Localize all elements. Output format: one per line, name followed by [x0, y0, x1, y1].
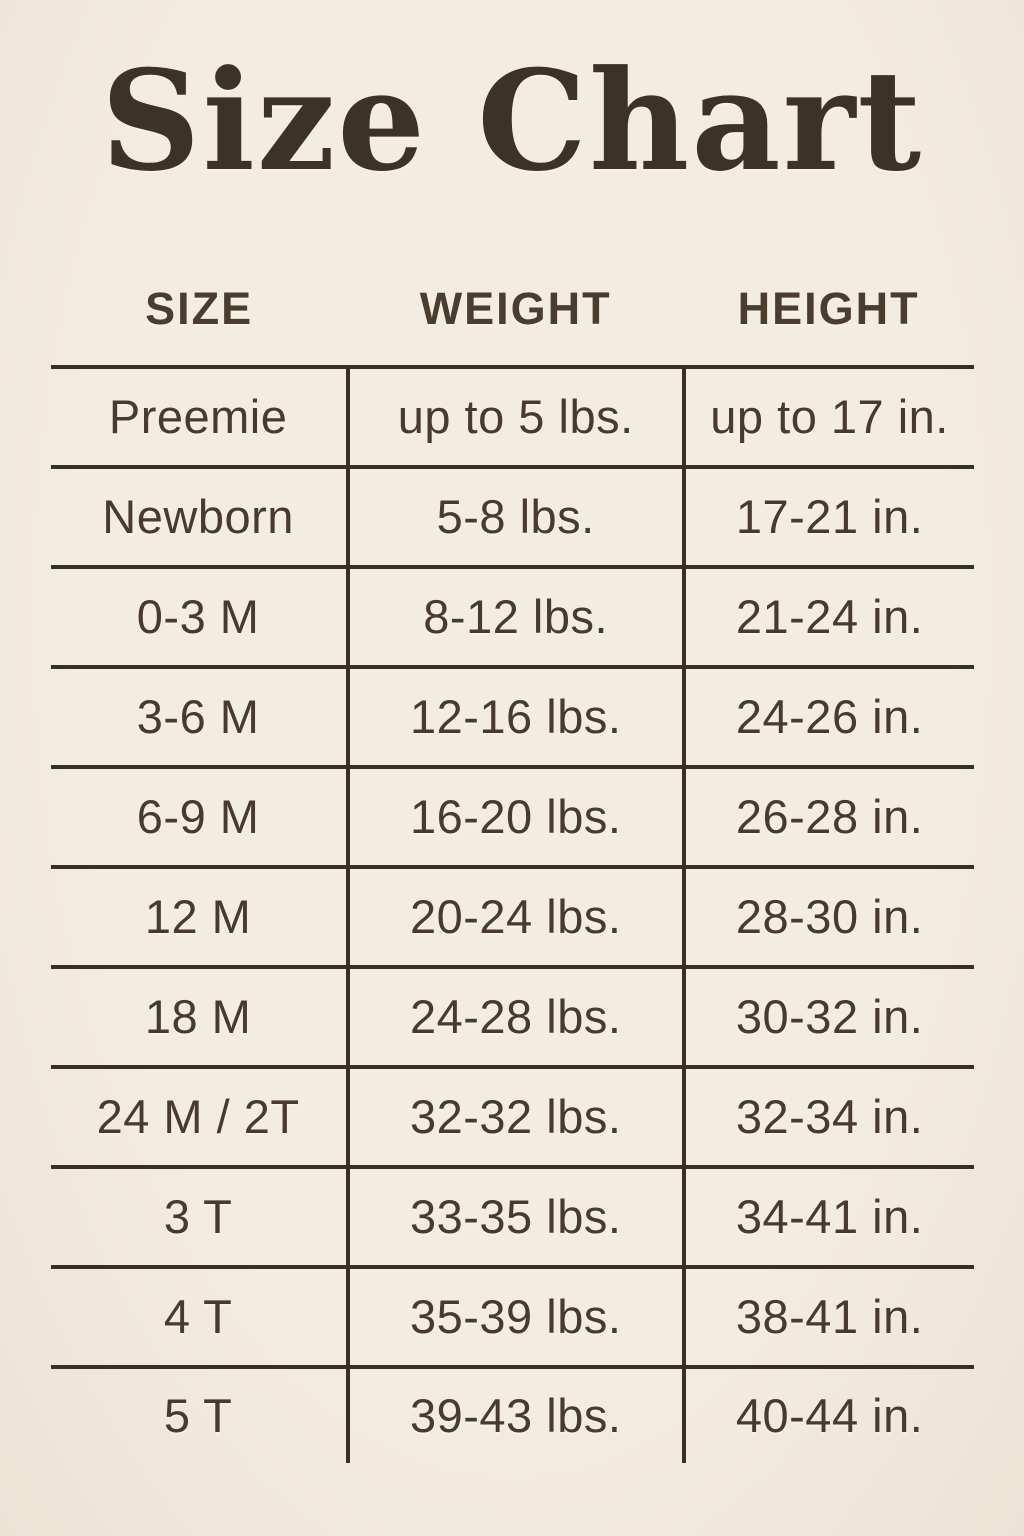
column-header-height: HEIGHT — [684, 199, 974, 367]
height-cell: up to 17 in. — [684, 367, 974, 467]
size-cell: 3 T — [51, 1167, 348, 1267]
weight-cell: 24-28 lbs. — [348, 967, 684, 1067]
size-cell: 0-3 M — [51, 567, 348, 667]
height-cell: 21-24 in. — [684, 567, 974, 667]
weight-cell: 39-43 lbs. — [348, 1367, 684, 1463]
column-header-weight: WEIGHT — [348, 199, 684, 367]
height-cell: 30-32 in. — [684, 967, 974, 1067]
size-table — [51, 199, 974, 1463]
size-cell: 5 T — [163, 1389, 233, 1443]
height-cell: 28-30 in. — [684, 867, 974, 967]
size-cell: 18 M — [51, 967, 348, 1067]
height-cell: 17-21 in. — [684, 467, 974, 567]
weight-cell: 20-24 lbs. — [348, 867, 684, 967]
height-cell: 40-44 in. — [735, 1389, 924, 1443]
weight-cell: 35-39 lbs. — [348, 1267, 684, 1367]
weight-cell: 12-16 lbs. — [348, 667, 684, 767]
size-cell: 6-9 M — [51, 767, 348, 867]
table-row — [51, 1167, 974, 1267]
header-row — [51, 199, 974, 367]
table-row — [51, 867, 974, 967]
weight-cell: 32-32 lbs. — [348, 1067, 684, 1167]
page-title: Size Chart — [100, 39, 924, 202]
column-header-size: SIZE — [51, 199, 348, 367]
table-row — [51, 767, 974, 867]
height-cell: 34-41 in. — [684, 1167, 974, 1267]
size-cell: 12 M — [51, 867, 348, 967]
weight-cell: up to 5 lbs. — [348, 367, 684, 467]
size-cell: 24 M / 2T — [51, 1067, 348, 1167]
size-cell: 3-6 M — [51, 667, 348, 767]
table-row — [51, 967, 974, 1067]
weight-cell: 33-35 lbs. — [348, 1167, 684, 1267]
table-row — [51, 467, 974, 567]
weight-cell: 16-20 lbs. — [348, 767, 684, 867]
weight-cell: 5-8 lbs. — [348, 467, 684, 567]
table-row — [51, 1267, 974, 1367]
table-row — [51, 667, 974, 767]
size-cell: Preemie — [51, 367, 348, 467]
table-row — [51, 1067, 974, 1167]
weight-cell: 8-12 lbs. — [348, 567, 684, 667]
height-cell: 32-34 in. — [684, 1067, 974, 1167]
table-row — [51, 1367, 974, 1463]
size-cell: 4 T — [51, 1267, 348, 1367]
height-cell: 24-26 in. — [684, 667, 974, 767]
size-cell: Newborn — [51, 467, 348, 567]
table-row — [51, 367, 974, 467]
table-row — [51, 567, 974, 667]
height-cell: 26-28 in. — [684, 767, 974, 867]
height-cell: 38-41 in. — [684, 1267, 974, 1367]
